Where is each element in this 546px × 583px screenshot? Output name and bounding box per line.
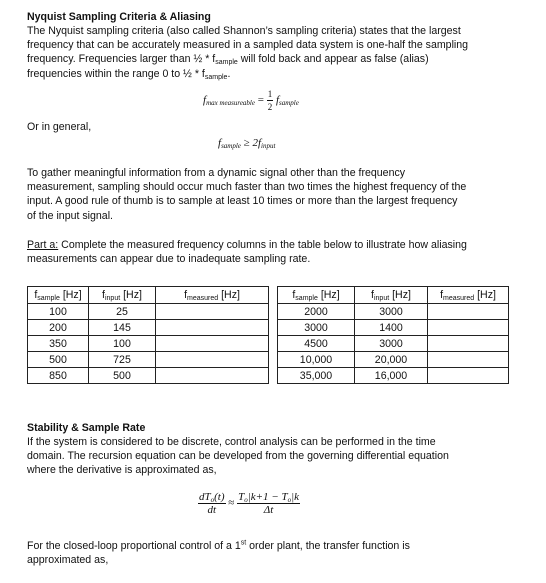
cell-finput: 725 (89, 352, 156, 368)
text-line: frequencies within the range 0 to ½ * $f_{sample}$. (27, 67, 231, 81)
cell-fmeasured[interactable] (428, 368, 509, 384)
header-fsample: $f_{sample}$ [Hz] (28, 287, 89, 304)
table-row (28, 336, 269, 352)
text-line: input. A good rule of thumb is to sample at least 10 times or more than the largest frequency (27, 195, 458, 208)
cell-fmeasured[interactable] (156, 304, 269, 320)
header-finput: $f_{input}$ [Hz] (89, 287, 156, 304)
cell-fmeasured[interactable] (428, 352, 509, 368)
cell-fmeasured[interactable] (428, 304, 509, 320)
text-line: frequency that can be accurately measured in a sampled data system is one-half the sampling (27, 39, 469, 52)
table-header-row (28, 287, 269, 304)
table-row (28, 368, 269, 384)
table-row (28, 304, 269, 320)
section-title-nyquist: Nyquist Sampling Criteria & Aliasing (27, 11, 211, 23)
text-line: measurement, sampling should occur much faster than two times the highest frequency of the (27, 181, 467, 194)
cell-finput: 500 (89, 368, 156, 384)
cell-fsample: 500 (28, 352, 89, 368)
cell-fmeasured[interactable] (156, 336, 269, 352)
cell-fsample: 200 (28, 320, 89, 336)
table-row (278, 304, 509, 320)
equation-fmax: $f_{max measureable}$ = $\frac{1}{2}$ $f_{sample}$ (203, 89, 299, 112)
table-row (28, 352, 269, 368)
cell-fsample: 850 (28, 368, 89, 384)
header-fmeasured: $f_{measured}$ [Hz] (428, 287, 509, 304)
general-label: Or in general, (27, 121, 92, 133)
table-row (278, 368, 509, 384)
cell-finput: 3000 (355, 304, 428, 320)
cell-fmeasured[interactable] (156, 352, 269, 368)
header-fsample: $f_{sample}$ [Hz] (278, 287, 355, 304)
cell-finput: 100 (89, 336, 156, 352)
text-line: where the derivative is approximated as, (27, 464, 217, 477)
cell-fsample: 4500 (278, 336, 355, 352)
frequency-table-right (277, 286, 509, 384)
paragraph-sampling-rule (27, 166, 542, 223)
cell-fsample: 2000 (278, 304, 355, 320)
text-line: To gather meaningful information from a dynamic signal other than the frequency (27, 167, 406, 179)
cell-fmeasured[interactable] (428, 320, 509, 336)
table-row (278, 320, 509, 336)
cell-fsample: 350 (28, 336, 89, 352)
part-a-instructions: Part a: Complete the measured frequency columns in the table below to illustrate how aliasing measurements can appear due to inadequate sampling rate. (27, 239, 467, 266)
cell-fmeasured[interactable] (156, 368, 269, 384)
text-line: If the system is considered to be discrete, control analysis can be performed in the time (27, 436, 436, 448)
table-row (278, 336, 509, 352)
part-a-label: Part a: (27, 239, 59, 251)
cell-finput: 145 (89, 320, 156, 336)
paragraph-stability (27, 435, 542, 478)
cell-finput: 16,000 (355, 368, 428, 384)
cell-fsample: 10,000 (278, 352, 355, 368)
equation-fsample: $f_{sample} \ge 2f_{input}$ (218, 137, 276, 150)
cell-finput: 25 (89, 304, 156, 320)
cell-finput: 3000 (355, 336, 428, 352)
text-line: of the input signal. (27, 209, 113, 222)
section-title-stability: Stability & Sample Rate (27, 422, 146, 434)
header-fmeasured: $f_{measured}$ [Hz] (156, 287, 269, 304)
cell-fmeasured[interactable] (156, 320, 269, 336)
equation-derivative: $\frac{dT_o(t)}{dt}$ ≈ $\frac{T_o|k+1 - T_o|k}{\Delta t}$ (199, 491, 299, 516)
cell-fsample: 35,000 (278, 368, 355, 384)
table-row (278, 352, 509, 368)
header-finput: $f_{input}$ [Hz] (355, 287, 428, 304)
text-line: approximated as, (27, 554, 109, 567)
cell-fmeasured[interactable] (428, 336, 509, 352)
cell-finput: 20,000 (355, 352, 428, 368)
cell-finput: 1400 (355, 320, 428, 336)
table-header-row (278, 287, 509, 304)
text-line: For the closed-loop proportional control of a 1st order plant, the transfer function is (27, 539, 410, 552)
paragraph-nyquist (27, 24, 537, 81)
text-line: The Nyquist sampling criteria (also called Shannon’s sampling criteria) states that the largest (27, 25, 461, 37)
table-row (28, 320, 269, 336)
cell-fsample: 3000 (278, 320, 355, 336)
cell-fsample: 100 (28, 304, 89, 320)
frequency-table-left (27, 286, 269, 384)
paragraph-closed-loop (27, 539, 542, 567)
text-line: domain. The recursion equation can be developed from the governing differential equation (27, 450, 449, 463)
text-line: frequency. Frequencies larger than ½ * $f_{sample}$ will fold back and appear as false (alias) (27, 53, 429, 67)
